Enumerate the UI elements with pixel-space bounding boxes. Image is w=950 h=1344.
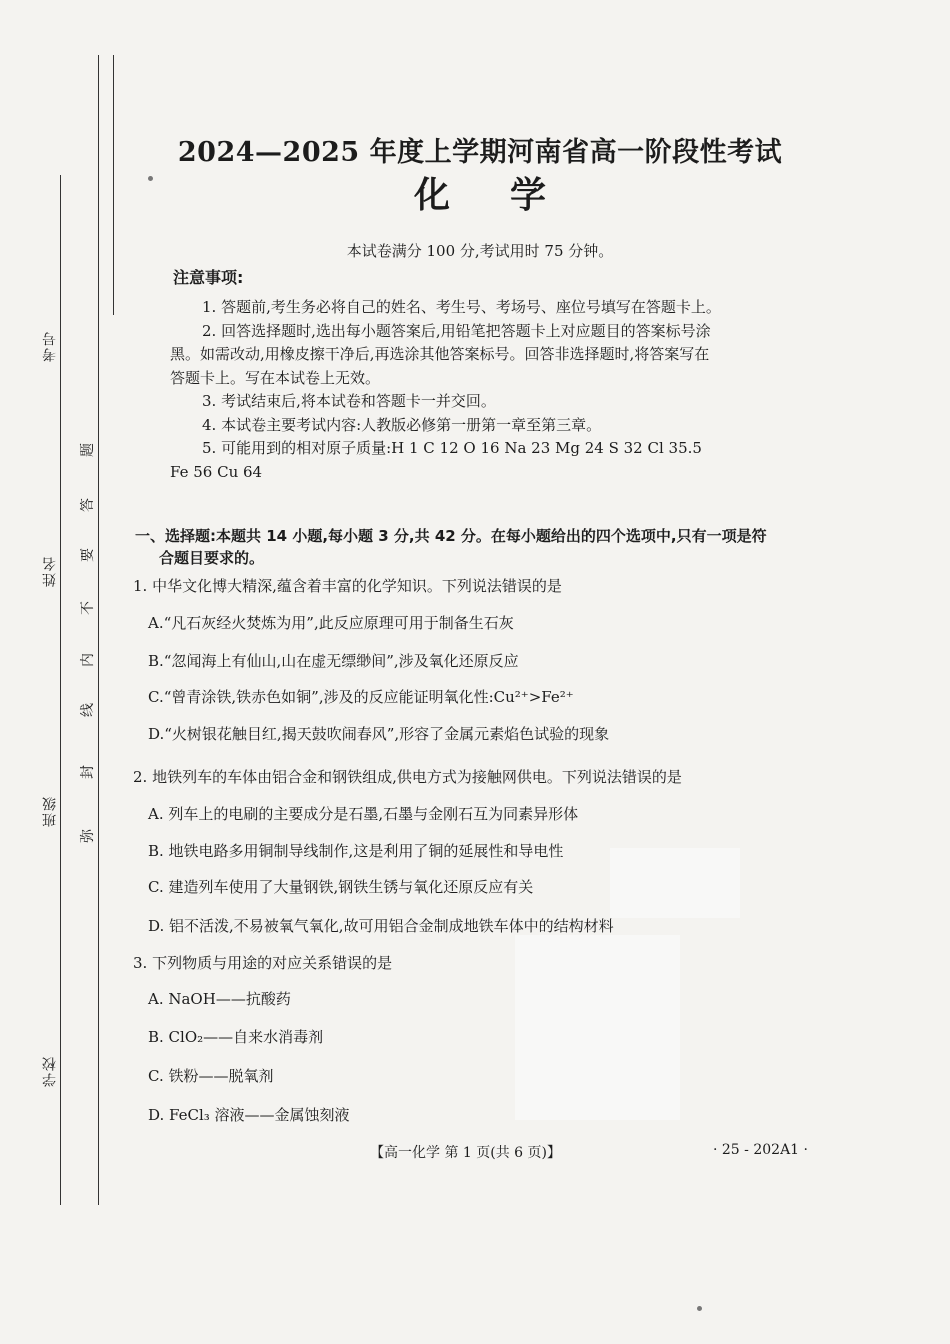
exam-info: 本试卷满分 100 分,考试用时 75 分钟。	[346, 242, 614, 260]
question-1-option-b: B.“忽闻海上有仙山,山在虚无缥缈间”,涉及氧化还原反应	[148, 652, 519, 670]
notice-block	[170, 296, 782, 484]
question-1-option-a: A.“凡石灰经火焚炼为用”,此反应原理可用于制备生石灰	[148, 614, 514, 632]
seal-char-3: 线	[80, 703, 96, 717]
binding-label-class: 班级	[42, 795, 58, 827]
question-3-option-a: A. NaOH——抗酸药	[148, 990, 291, 1008]
exam-title: 2024—2025 年度上学期河南省高一阶段性考试	[177, 137, 783, 168]
section-heading-line: 一、选择题:本题共 14 小题,每小题 3 分,共 42 分。在每小题给出的四个选项中,只有一项是符	[135, 527, 767, 545]
notice-item: 1. 答题前,考生务必将自己的姓名、考生号、考场号、座位号填写在答题卡上。	[202, 298, 721, 316]
binding-line-right	[113, 55, 114, 315]
binding-line-outer	[60, 175, 61, 1205]
notice-item: Fe 56 Cu 64	[170, 462, 263, 481]
notice-item: 2. 回答选择题时,选出每小题答案后,用铅笔把答题卡上对应题目的答案标号涂	[202, 321, 711, 340]
notice-item: 答题卡上。写在本试卷上无效。	[170, 368, 381, 387]
notice-heading: 注意事项:	[173, 268, 244, 287]
question-2-option-d: D. 铝不活泼,不易被氧气氧化,故可用铝合金制成地铁车体中的结构材料	[148, 917, 614, 935]
seal-char-4: 内	[80, 653, 96, 667]
binding-label-school: 学校	[42, 1055, 58, 1087]
seal-char-5: 不	[80, 601, 96, 615]
binding-label-exam-number: 考号	[42, 330, 58, 362]
question-1-stem: 1. 中华文化博大精深,蕴含着丰富的化学知识。下列说法错误的是	[133, 577, 562, 595]
section-heading	[135, 525, 815, 569]
scan-smudge-2	[697, 1306, 702, 1311]
footer-page-info: 【高一化学 第 1 页(共 6 页)】	[370, 1145, 561, 1161]
question-3-option-d: D. FeCl₃ 溶液——金属蚀刻液	[148, 1106, 350, 1124]
question-3-option-b: B. ClO₂——自来水消毒剂	[148, 1028, 324, 1046]
binding-label-name: 姓名	[42, 555, 58, 587]
question-2-option-a: A. 列车上的电刷的主要成分是石墨,石墨与金刚石互为同素异形体	[148, 805, 579, 823]
seal-char-8: 题	[80, 443, 96, 457]
notice-item: 黑。如需改动,用橡皮擦干净后,再选涂其他答案标号。回答非选择题时,将答案写在	[170, 345, 710, 363]
question-2-option-c: C. 建造列车使用了大量钢铁,钢铁生锈与氧化还原反应有关	[148, 878, 534, 896]
exam-subject: 化学	[413, 174, 606, 216]
footer-code: · 25 - 202A1 ·	[713, 1142, 808, 1158]
question-2-stem: 2. 地铁列车的车体由铝合金和钢铁组成,供电方式为接触网供电。下列说法错误的是	[133, 768, 682, 786]
question-1-option-c: C.“曾青涂铁,铁赤色如铜”,涉及的反应能证明氧化性:Cu²⁺>Fe²⁺	[148, 688, 574, 706]
seal-char-7: 答	[80, 498, 96, 512]
seal-char-1: 弥	[80, 829, 96, 843]
seal-char-6: 要	[80, 548, 96, 562]
section-heading-line: 合题目要求的。	[159, 549, 265, 567]
binding-line-inner	[98, 55, 99, 1205]
question-3-option-c: C. 铁粉——脱氧剂	[148, 1067, 274, 1085]
seal-char-2: 封	[80, 765, 96, 779]
question-3-stem: 3. 下列物质与用途的对应关系错误的是	[133, 954, 393, 972]
notice-item: 3. 考试结束后,将本试卷和答题卡一并交回。	[202, 392, 496, 410]
notice-item: 5. 可能用到的相对原子质量:H 1 C 12 O 16 Na 23 Mg 24 S 32 Cl 35.5	[202, 439, 702, 457]
question-2-option-b: B. 地铁电路多用铜制导线制作,这是利用了铜的延展性和导电性	[148, 842, 564, 860]
notice-item: 4. 本试卷主要考试内容:人教版必修第一册第一章至第三章。	[202, 415, 602, 434]
question-1-option-d: D.“火树银花触目红,揭天鼓吹闹春风”,形容了金属元素焰色试验的现象	[148, 725, 610, 743]
